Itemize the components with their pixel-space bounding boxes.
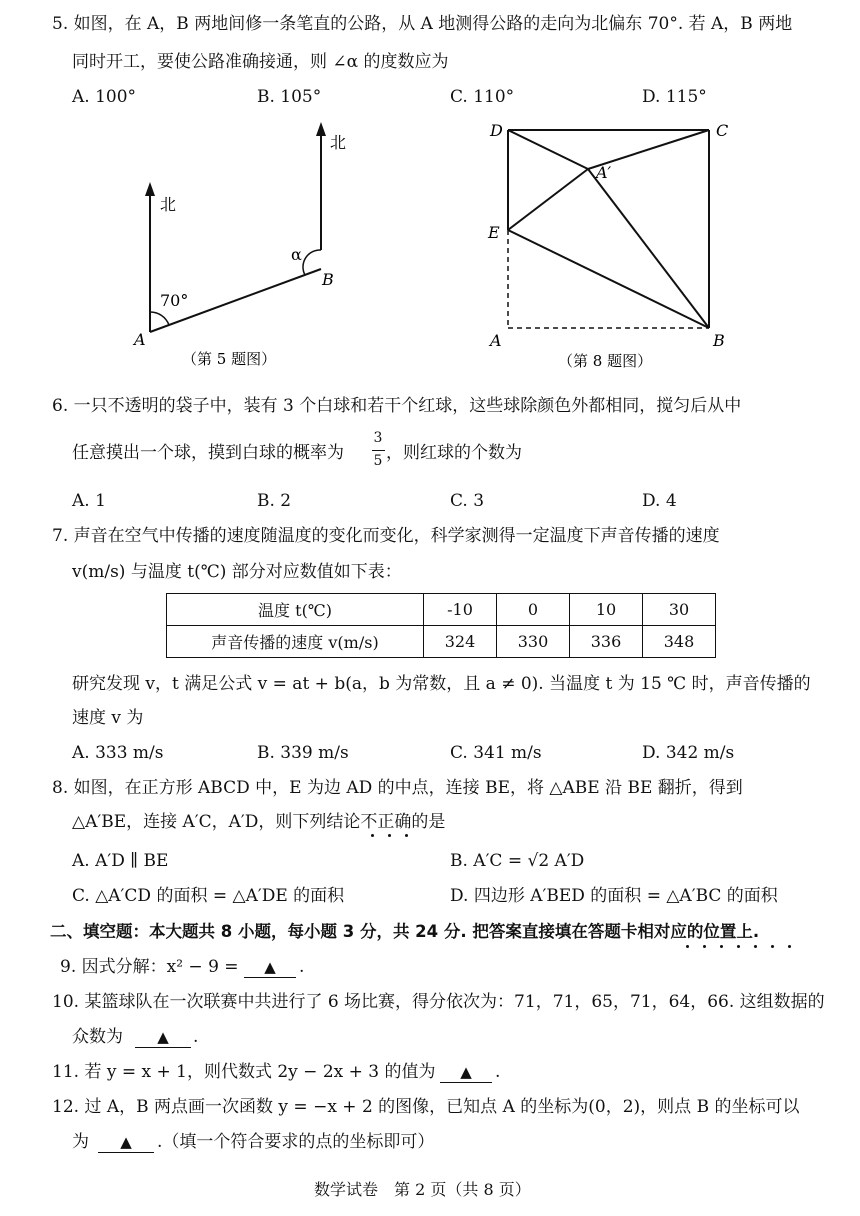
emphasis-dot bbox=[686, 945, 689, 948]
section2-title: 二、填空题：本大题共 8 小题，每小题 3 分，共 24 分. 把答案直接填在答题卡相对应的位置上. bbox=[50, 922, 760, 941]
q8-label-d: D bbox=[490, 121, 503, 140]
q5-option-c: C. 110° bbox=[450, 87, 515, 107]
q9-period: . bbox=[299, 957, 305, 977]
q10-answer-blank: ▲ bbox=[135, 1027, 191, 1048]
q8-line1: 8. 如图，在正方形 ABCD 中，E 为边 AD 的中点，连接 BE，将 △ABE 沿 BE 翻折，得到 bbox=[52, 778, 743, 798]
q7-option-a: A. 333 m/s bbox=[72, 743, 164, 763]
q7-line1: 7. 声音在空气中传播的速度随温度的变化而变化，科学家测得一定温度下声音传播的速度 bbox=[52, 526, 720, 546]
q6-option-d: D. 4 bbox=[642, 491, 677, 511]
q10-period: . bbox=[193, 1027, 199, 1047]
q5-north-right: 北 bbox=[330, 133, 347, 152]
emphasis-dot bbox=[754, 945, 757, 948]
emphasis-dot bbox=[720, 945, 723, 948]
q11-period: . bbox=[495, 1062, 501, 1082]
q9-text: 9. 因式分解：x² − 9 = bbox=[60, 957, 239, 977]
q8-option-b: B. A′C = √2 A′D bbox=[450, 851, 585, 871]
q8-caption: （第 8 题图） bbox=[558, 352, 653, 370]
q5-angle-70: 70° bbox=[160, 291, 189, 310]
q7-cell: 348 bbox=[643, 626, 716, 658]
q5-line1: 5. 如图，在 A，B 两地间修一条笔直的公路，从 A 地测得公路的走向为北偏东 70°. 若 A，B 两地 bbox=[52, 14, 793, 34]
q7-cell: 0 bbox=[497, 594, 570, 626]
q7-line3: 研究发现 v，t 满足公式 v = at + b(a，b 为常数，且 a ≠ 0). 当温度 t 为 15 ℃ 时，声音传播的 bbox=[72, 674, 811, 694]
q8-figure bbox=[470, 112, 750, 380]
q7-cell: 336 bbox=[570, 626, 643, 658]
q12-answer-blank: ▲ bbox=[98, 1132, 154, 1153]
q7-cell: 10 bbox=[570, 594, 643, 626]
q5-north-left: 北 bbox=[160, 195, 177, 214]
q7-cell: 330 bbox=[497, 626, 570, 658]
q8-line2: △A′BE，连接 A′C，A′D，则下列结论不正确的是 bbox=[72, 812, 446, 832]
emphasis-dot bbox=[737, 945, 740, 948]
q7-option-d: D. 342 m/s bbox=[642, 743, 735, 763]
q7-table bbox=[166, 593, 716, 658]
q12-line1: 12. 过 A，B 两点画一次函数 y = −x + 2 的图像，已知点 A 的坐标为(0，2)，则点 B 的坐标可以 bbox=[52, 1097, 800, 1117]
q5-label-a: A bbox=[134, 330, 146, 349]
q8-label-a-prime: A′ bbox=[596, 163, 612, 182]
q8-label-c: C bbox=[716, 121, 729, 140]
q5-option-b: B. 105° bbox=[257, 87, 322, 107]
table-row bbox=[167, 626, 716, 658]
q8-option-a: A. A′D ∥ BE bbox=[72, 851, 169, 871]
q6-line1: 6. 一只不透明的袋子中，装有 3 个白球和若干个红球，这些球除颜色外都相同，搅匀后从中 bbox=[52, 396, 742, 416]
q8-label-b: B bbox=[713, 331, 725, 350]
q8-label-a: A bbox=[490, 331, 502, 350]
emphasis-dot bbox=[405, 834, 408, 837]
q7-row1-header: 温度 t(℃) bbox=[167, 594, 424, 626]
q7-cell: -10 bbox=[424, 594, 497, 626]
emphasis-dot bbox=[788, 945, 791, 948]
q8-label-e: E bbox=[488, 223, 500, 242]
q6-option-a: A. 1 bbox=[72, 491, 106, 511]
q5-line2: 同时开工，要使公路准确接通，则 ∠α 的度数应为 bbox=[72, 52, 449, 72]
q5-caption: （第 5 题图） bbox=[182, 350, 277, 368]
page-footer: 数学试卷 第 2 页（共 8 页） bbox=[314, 1180, 531, 1199]
q6-fraction-bar bbox=[372, 450, 385, 451]
q6-option-c: C. 3 bbox=[450, 491, 485, 511]
q10-line2-pre: 众数为 bbox=[72, 1027, 123, 1047]
q5-label-b: B bbox=[322, 270, 334, 289]
q7-cell: 30 bbox=[643, 594, 716, 626]
emphasis-dot bbox=[388, 834, 391, 837]
q12-line2-post: .（填一个符合要求的点的坐标即可） bbox=[157, 1132, 435, 1152]
q6-fraction-numerator: 3 bbox=[373, 430, 383, 446]
q11-text: 11. 若 y = x + 1，则代数式 2y − 2x + 3 的值为 bbox=[52, 1062, 436, 1082]
q6-line2-pre: 任意摸出一个球，摸到白球的概率为 bbox=[72, 443, 344, 463]
q5-option-a: A. 100° bbox=[72, 87, 137, 107]
q11-answer-blank: ▲ bbox=[440, 1062, 492, 1083]
q6-line2-post: ，则红球的个数为 bbox=[386, 443, 522, 463]
q12-line2-pre: 为 bbox=[72, 1132, 89, 1152]
emphasis-dot bbox=[771, 945, 774, 948]
q7-option-b: B. 339 m/s bbox=[257, 743, 349, 763]
q7-option-c: C. 341 m/s bbox=[450, 743, 542, 763]
q8-option-d: D. 四边形 A′BED 的面积 = △A′BC 的面积 bbox=[450, 886, 778, 906]
q7-row2-header: 声音传播的速度 v(m/s) bbox=[167, 626, 424, 658]
q8-option-c: C. △A′CD 的面积 = △A′DE 的面积 bbox=[72, 886, 345, 906]
q7-line2: v(m/s) 与温度 t(℃) 部分对应数值如下表： bbox=[72, 562, 402, 582]
q5-alpha: α bbox=[291, 245, 302, 264]
q5-figure bbox=[120, 120, 360, 380]
q5-option-d: D. 115° bbox=[642, 87, 707, 107]
q6-option-b: B. 2 bbox=[257, 491, 292, 511]
q7-cell: 324 bbox=[424, 626, 497, 658]
q9-answer-blank: ▲ bbox=[244, 957, 296, 978]
emphasis-dot bbox=[371, 834, 374, 837]
q10-line1: 10. 某篮球队在一次联赛中共进行了 6 场比赛，得分依次为：71，71，65，71，64，66. 这组数据的 bbox=[52, 992, 825, 1012]
emphasis-dot bbox=[703, 945, 706, 948]
q6-fraction-denominator: 5 bbox=[373, 453, 383, 469]
q7-line4: 速度 v 为 bbox=[72, 708, 144, 728]
table-row bbox=[167, 594, 716, 626]
